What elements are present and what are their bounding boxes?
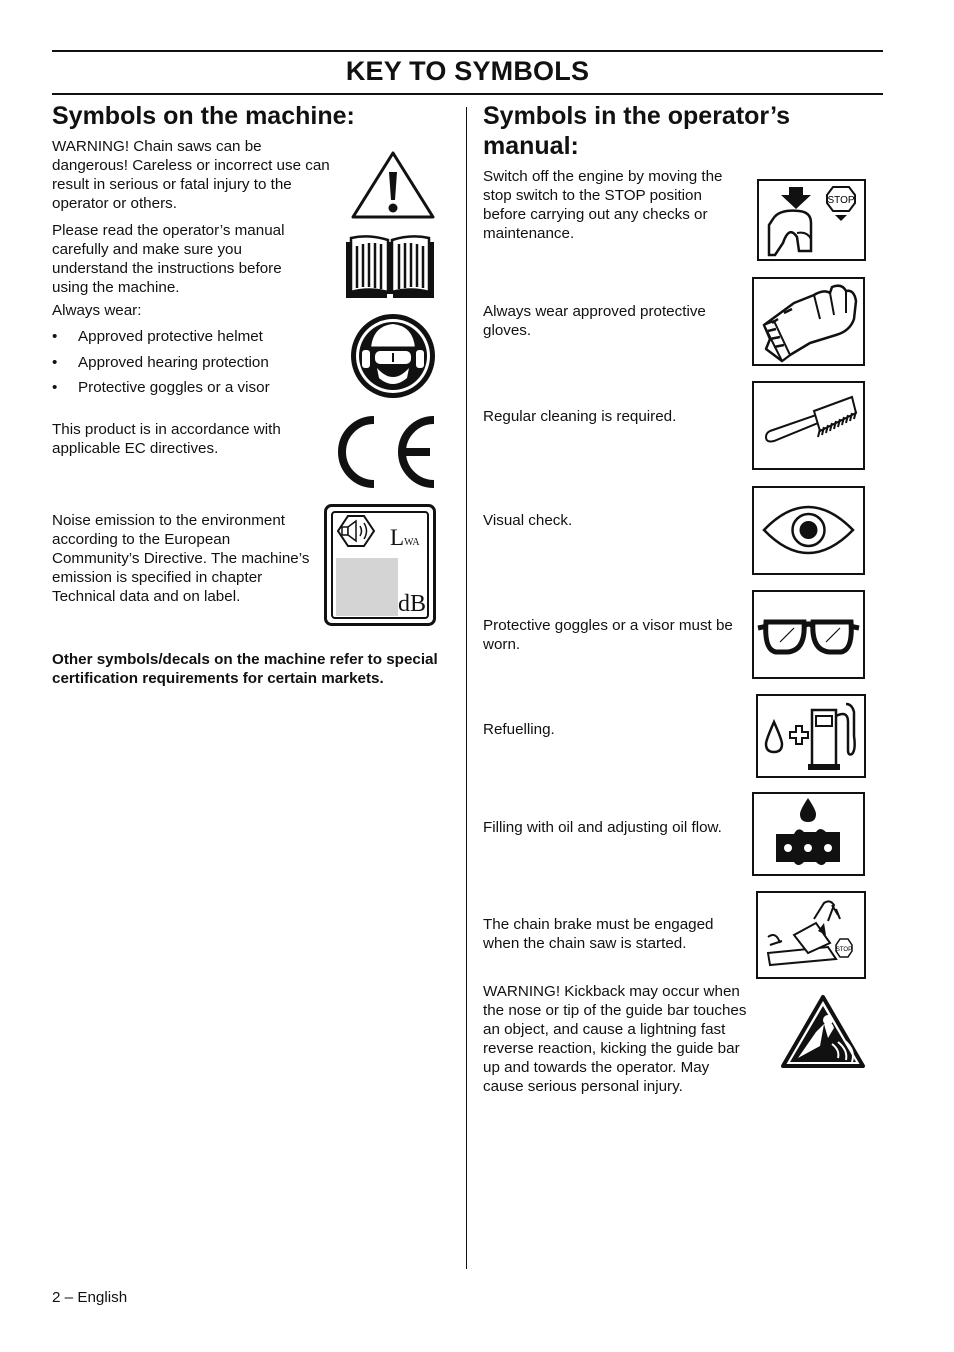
- ec-text: This product is in accordance with applicable EC directives.: [52, 421, 281, 457]
- manual-book-icon: [343, 232, 437, 305]
- stop-label: STOP: [835, 947, 853, 953]
- stop-switch-text: Switch off the engine by moving the stop switch to the STOP position before carrying out any checks or maintenance.: [483, 168, 723, 242]
- chain-brake-icon: [756, 891, 866, 979]
- cleaning-text: Regular cleaning is required.: [483, 408, 677, 425]
- list-item: • Approved protective helmet: [52, 328, 263, 345]
- refuelling-text: Refuelling.: [483, 721, 555, 738]
- always-wear-label: Always wear:: [52, 302, 142, 319]
- oil-drop-chain-icon: [752, 792, 865, 876]
- chain-brake-text: The chain brake must be engaged when the chain saw is started.: [483, 916, 714, 952]
- ppe-list: [52, 327, 270, 404]
- kickback-text: WARNING! Kickback may occur when the nose or tip of the guide bar touches an object, and cause a lightning fast reverse reaction, kicking the guide bar up and towards the operator. May cause serious personal injury.: [483, 983, 747, 1095]
- kickback-warning-icon: [780, 994, 866, 1075]
- warning-text: WARNING! Chain saws can be dangerous! Careless or incorrect use can result in serious or fatal injury to the operator or others.: [52, 138, 330, 212]
- column-divider: [466, 107, 467, 1269]
- other-symbols-note: Other symbols/decals on the machine refer to special certification requirements for certain markets.: [52, 651, 438, 687]
- title-underline: [52, 93, 883, 95]
- goggles-text: Protective goggles or a visor must be worn.: [483, 617, 733, 653]
- warning-triangle-icon: [350, 150, 436, 225]
- right-heading: Symbols in the operator’s manual:: [483, 102, 791, 160]
- db-label: dB: [398, 591, 427, 617]
- ce-mark-icon: [322, 412, 438, 497]
- page-footer: 2 – English: [52, 1289, 128, 1306]
- brush-icon: [752, 381, 865, 470]
- helmet-ear-eye-protection-icon: [349, 312, 437, 405]
- noise-label-icon: [324, 504, 436, 626]
- oil-text: Filling with oil and adjusting oil flow.: [483, 819, 722, 836]
- lwa-label: LWA: [390, 525, 420, 550]
- read-manual-text: Please read the operator’s manual carefully and make sure you understand the instructions before using the machine.: [52, 222, 285, 296]
- noise-text: Noise emission to the environment according to the European Community’s Directive. The machine’s emission is specified in chapter Technical data and on label.: [52, 512, 310, 605]
- top-rule: [52, 50, 883, 52]
- eye-icon: [752, 486, 865, 575]
- gloves-text: Always wear approved protective gloves.: [483, 303, 706, 339]
- list-item: • Approved hearing protection: [52, 353, 269, 371]
- stop-label: STOP: [827, 195, 855, 206]
- goggles-icon: [752, 590, 865, 679]
- stop-switch-icon: [757, 179, 866, 261]
- glove-icon: [752, 277, 865, 366]
- visual-check-text: Visual check.: [483, 512, 573, 529]
- left-heading: Symbols on the machine:: [52, 102, 355, 130]
- page-title: KEY TO SYMBOLS: [345, 56, 590, 86]
- list-item: • Protective goggles or a visor: [52, 379, 270, 396]
- fuel-pump-icon: [756, 694, 866, 778]
